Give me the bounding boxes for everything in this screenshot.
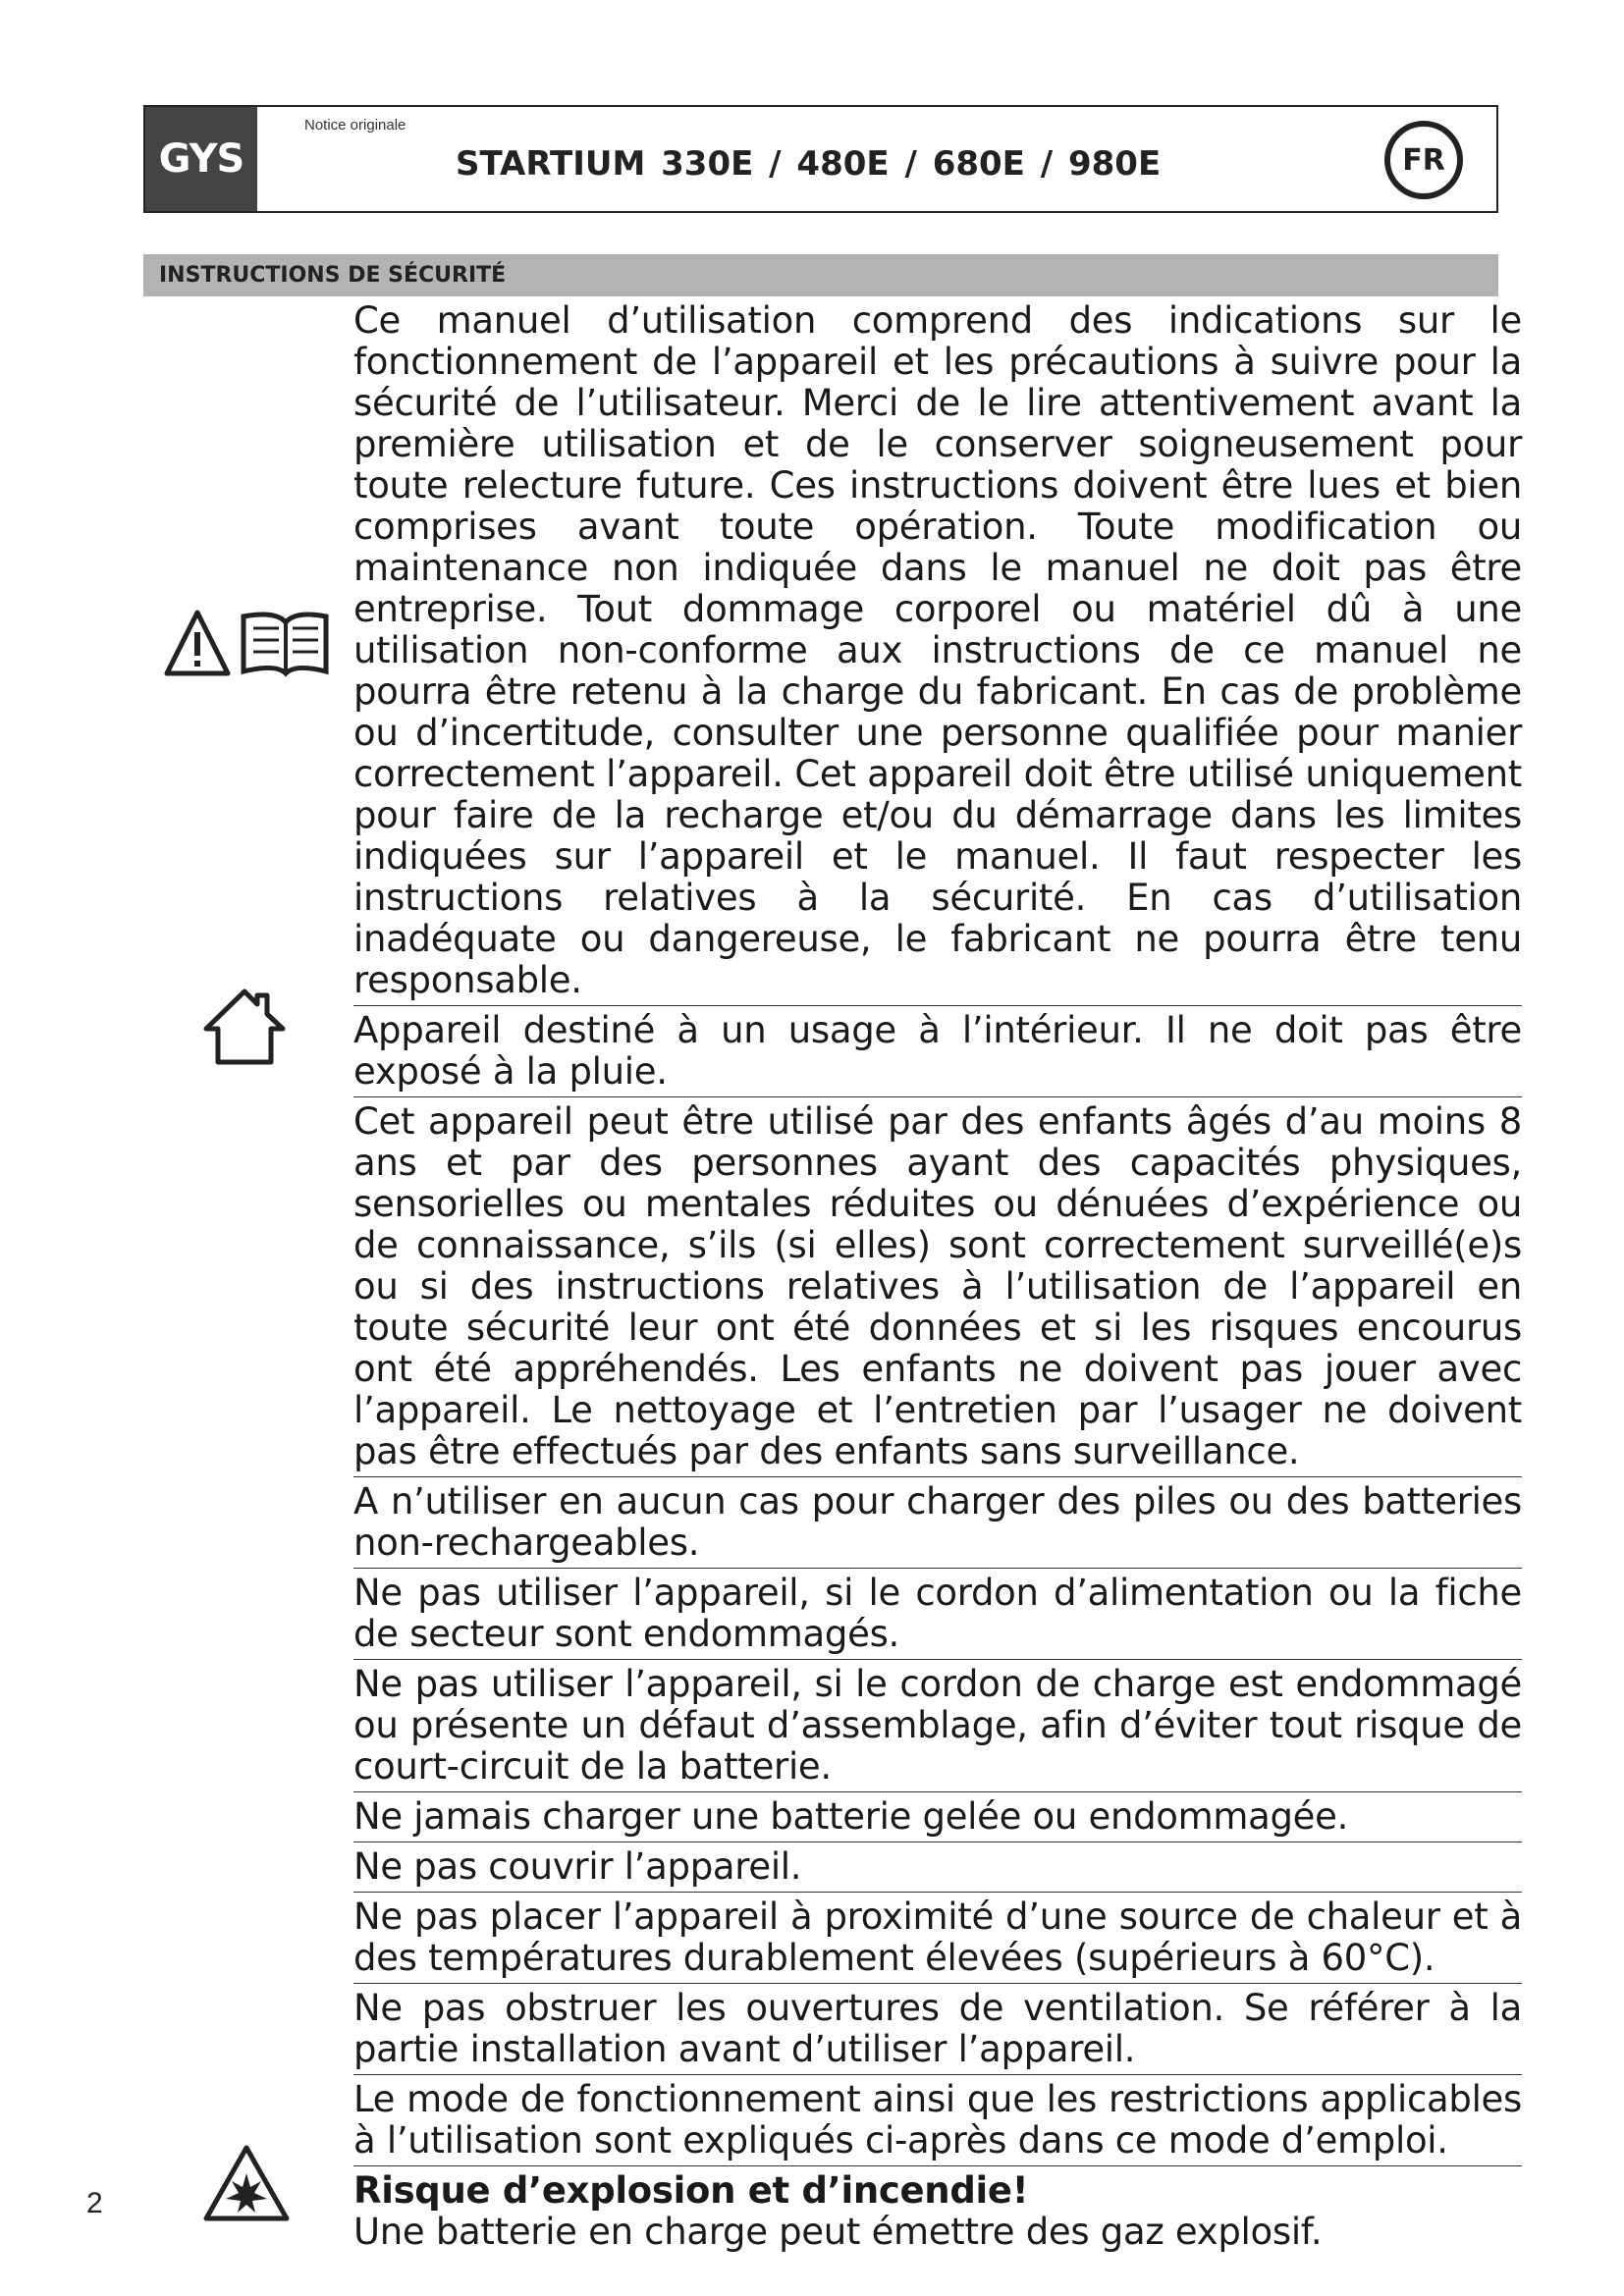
section-title: INSTRUCTIONS DE SÉCURITÉ: [143, 254, 1498, 296]
explosion-title: Risque d’explosion et d’incendie!: [353, 2169, 1029, 2212]
notice-label: Notice originale: [304, 117, 406, 133]
warning-manual-icon: [163, 609, 330, 679]
operating-mode-paragraph: Le mode de fonctionnement ainsi que les restrictions applicables à l’utilisation sont expliqués ci-après dans ce mode d’emploi.: [353, 2079, 1522, 2166]
explosion-hazard-icon: [202, 2144, 291, 2222]
non-rechargeable-paragraph: A n’utiliser en aucun cas pour charger des piles ou des batteries non-rechargeables.: [353, 1481, 1522, 1569]
safety-instructions: [353, 300, 1522, 2261]
indoor-house-icon: [202, 988, 287, 1066]
language-badge: FR: [1384, 121, 1463, 199]
explosion-text: Une batterie en charge peut émettre des gaz explosif.: [353, 2211, 1323, 2253]
page-number: 2: [86, 2187, 103, 2219]
gys-logo: GYS: [145, 107, 257, 211]
frozen-battery-paragraph: Ne jamais charger une batterie gelée ou endommagée.: [353, 1796, 1522, 1842]
manual-warning-paragraph: Ce manuel d’utilisation comprend des indications sur le fonctionnement de l’appareil et les précautions à suivre pour la sécurité de l’utilisateur. Merci de le lire attentivement avant la première utilisation et de le conserver soigneusement pour toute relecture future. Ces instructions doivent être lues et bien comprises avant toute opération. Toute modification ou maintenance non indiquée dans le manuel ne doit pas être entreprise. Tout dommage corporel ou matériel dû à une utilisation non-conforme aux instructions de ce manuel ne pourra être retenu à la charge du fabricant. En cas de problème ou d’incertitude, consulter une personne qualifiée pour manier correctement l’appareil. Cet appareil doit être utilisé uniquement pour faire de la recharge et/ou du démarrage dans les limites indiquées sur l’appareil et le manuel. Il faut respecter les instructions relatives à la sécurité. En cas d’utilisation inadéquate ou dangereuse, le fabricant ne pourra être tenu responsable.: [353, 300, 1522, 1006]
charge-cord-paragraph: Ne pas utiliser l’appareil, si le cordon de charge est endommagé ou présente un défaut d’assemblage, afin d’éviter tout risque de court-circuit de la batterie.: [353, 1664, 1522, 1792]
power-cord-paragraph: Ne pas utiliser l’appareil, si le cordon d’alimentation ou la fiche de secteur sont endommagés.: [353, 1573, 1522, 1660]
document-header: [143, 105, 1498, 213]
ventilation-paragraph: Ne pas obstruer les ouvertures de ventilation. Se référer à la partie installation avant d’utiliser l’appareil.: [353, 1988, 1522, 2075]
do-not-cover-paragraph: Ne pas couvrir l’appareil.: [353, 1846, 1522, 1893]
children-paragraph: Cet appareil peut être utilisé par des enfants âgés d’au moins 8 ans et par des personnes ayant des capacités physiques, sensorielles ou mentales réduites ou dénuées d’expérience ou de connaissance, s’ils (si elles) sont correctement surveillé(e)s ou si des instructions relatives à l’utilisation de l’appareil en toute sécurité leur ont été données et si les risques encourus ont été appréhendés. Les enfants ne doivent pas jouer avec l’appareil. Le nettoyage et l’entretien par l’usager ne doivent pas être effectués par des enfants sans surveillance.: [353, 1101, 1522, 1477]
indoor-use-paragraph: Appareil destiné à un usage à l’intérieur. Il ne doit pas être exposé à la pluie.: [353, 1010, 1522, 1097]
model-title: STARTIUM 330E / 480E / 680E / 980E: [456, 144, 1162, 184]
explosion-warning: [353, 2170, 1522, 2257]
heat-source-paragraph: Ne pas placer l’appareil à proximité d’une source de chaleur et à des températures durablement élevées (supérieurs à 60°C).: [353, 1896, 1522, 1984]
